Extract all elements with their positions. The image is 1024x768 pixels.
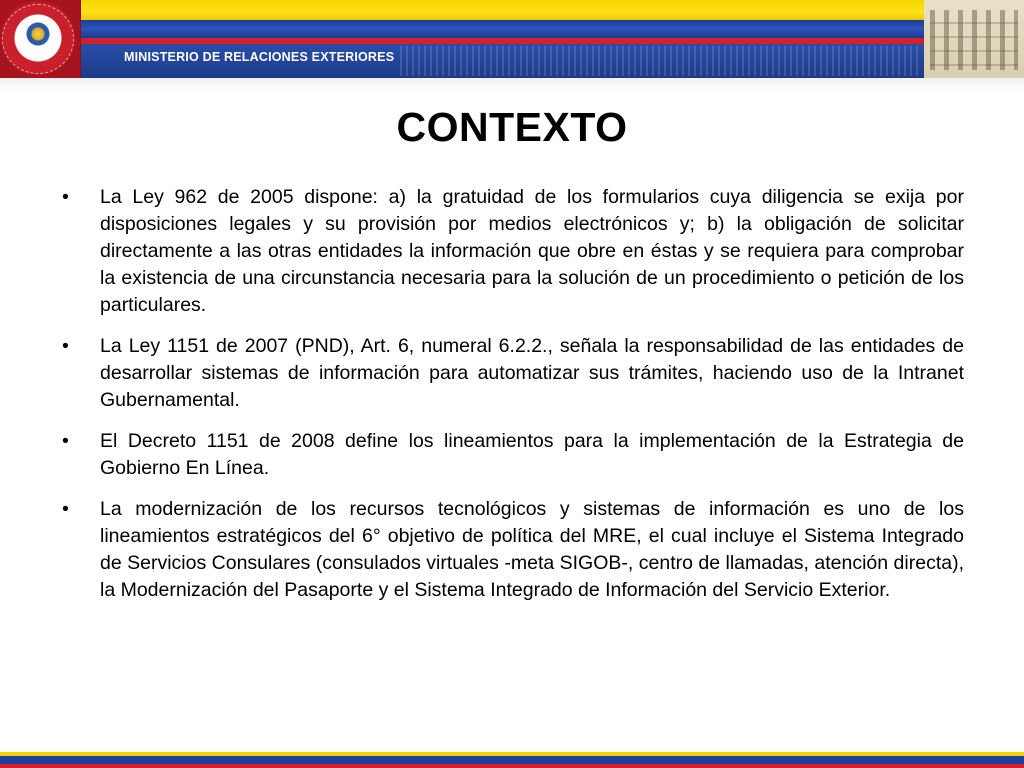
flag-stripe-yellow xyxy=(0,0,1024,20)
footer-flag-bar xyxy=(0,752,1024,768)
footer-stripe-red xyxy=(0,764,1024,768)
header-shadow xyxy=(0,78,1024,92)
list-item-text: La Ley 962 de 2005 dispone: a) la gratuidad de los formularios cuya diligencia se exija por disposiciones legales y su provisión por medios electrónicos y; b) la obligación de solicitar directamente a las otras entidades la información que obre en éstas y se requiera para comprobar la existencia de una circunstancia necesaria para la solución de un procedimiento o petición de los particulares. xyxy=(100,186,964,316)
list-item-text: La Ley 1151 de 2007 (PND), Art. 6, numeral 6.2.2., señala la responsabilidad de las entidades de desarrollar sistemas de información para automatizar sus trámites, haciendo uso de la Intranet Gubernamental. xyxy=(100,335,964,411)
coat-of-arms-seal-icon xyxy=(0,0,81,78)
bullet-icon: • xyxy=(62,186,69,208)
list-item xyxy=(56,496,964,604)
footer-stripe-blue xyxy=(0,756,1024,764)
list-item xyxy=(56,333,964,414)
bullet-icon: • xyxy=(62,335,69,357)
bullet-list xyxy=(56,184,964,618)
seal-emblem xyxy=(20,20,56,56)
band-pattern xyxy=(400,46,920,76)
bullet-icon: • xyxy=(62,498,69,520)
ministry-name: MINISTERIO DE RELACIONES EXTERIORES xyxy=(124,50,395,64)
list-item-text: El Decreto 1151 de 2008 define los lineamientos para la implementación de la Estrategia de Gobierno En Línea. xyxy=(100,430,964,479)
bullet-icon: • xyxy=(62,430,69,452)
list-item xyxy=(56,428,964,482)
header-banner xyxy=(0,0,1024,78)
list-item-text: La modernización de los recursos tecnológicos y sistemas de información es uno de los lineamientos estratégicos del 6° objetivo de política del MRE, el cual incluye el Sistema Integrado de Servicios Consulares (consulados virtuales -meta SIGOB-, centro de llamadas, atención directa), la Modernización del Pasaporte y el Sistema Integrado de Información del Servicio Exterior. xyxy=(100,498,964,601)
building-image xyxy=(924,0,1024,78)
list-item xyxy=(56,184,964,319)
page-title: CONTEXTO xyxy=(396,104,628,150)
flag-stripe-blue xyxy=(0,20,1024,38)
